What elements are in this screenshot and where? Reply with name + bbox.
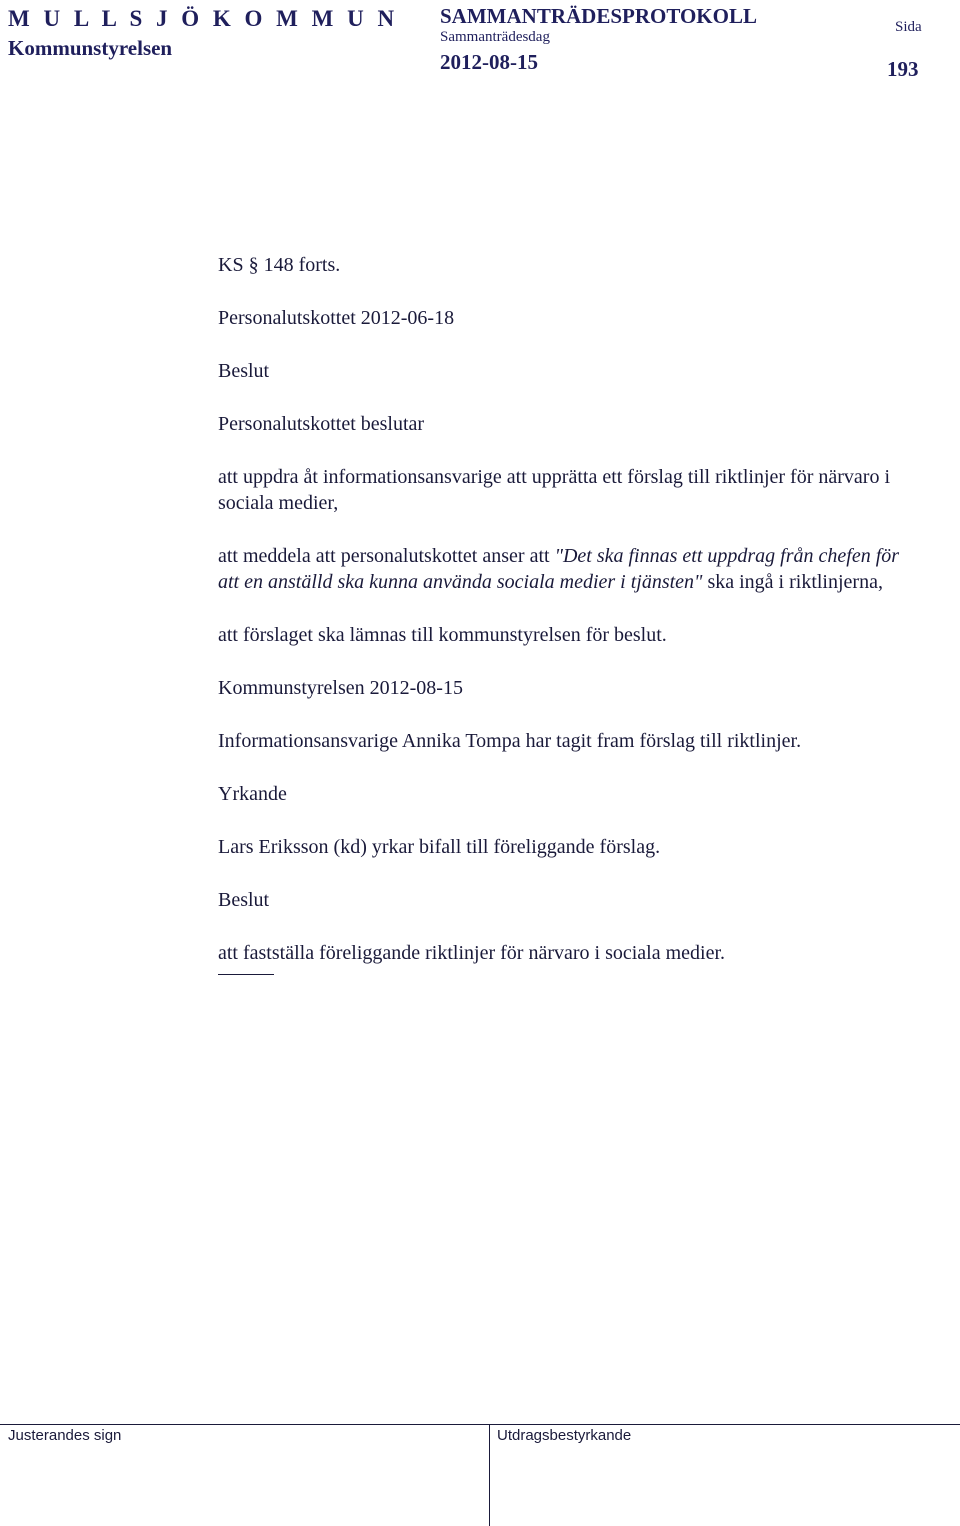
footer-divider [0,1424,960,1425]
end-rule [218,974,274,975]
decision-point-2 [218,543,918,595]
page-number: 193 [887,57,919,81]
board-statement: Informationsansvarige Annika Tompa har tagit fram förslag till riktlinjer. [218,730,802,752]
protocol-body [218,252,918,975]
decision-point-1: att uppdra åt informationsansvarige att upprätta ett förslag till riktlinjer för närvaro i sociala medier, [218,466,891,514]
decision-point-3: att förslaget ska lämnas till kommunstyrelsen för beslut. [218,624,667,646]
subcommittee-decides: Personalutskottet beslutar [218,413,425,435]
point-2-suffix: ska ingå i riktlinjerna, [702,571,883,593]
meeting-date: 2012-08-15 [440,50,538,74]
section-reference: KS § 148 forts. [218,254,341,276]
decision-heading: Beslut [218,360,270,382]
final-decision-heading: Beslut [218,889,270,911]
point-2-quote: "Det ska finnas ett uppdrag från chefen för att en anställd ska kunna använda sociala medier i tjänsten" [218,545,900,593]
organization-name: M U L L S J Ö K O M M U N [8,6,399,31]
point-2-prefix: att meddela att personalutskottet anser att [218,545,555,567]
board-name: Kommunstyrelsen [8,36,173,60]
subcommittee-heading: Personalutskottet 2012-06-18 [218,307,455,329]
motion-text: Lars Eriksson (kd) yrkar bifall till föreliggande förslag. [218,836,661,858]
board-heading: Kommunstyrelsen 2012-08-15 [218,677,463,699]
protocol-title: SAMMANTRÄDESPROTOKOLL [440,4,757,28]
certification-label: Utdragsbestyrkande [497,1427,632,1444]
footer-column-divider [489,1424,490,1526]
final-decision-text: att fastställa föreliggande riktlinjer för närvaro i sociala medier. [218,942,726,964]
motion-heading: Yrkande [218,783,287,805]
meeting-date-label: Sammanträdesdag [440,29,550,45]
page-label: Sida [895,19,922,35]
signature-label: Justerandes sign [8,1427,122,1444]
